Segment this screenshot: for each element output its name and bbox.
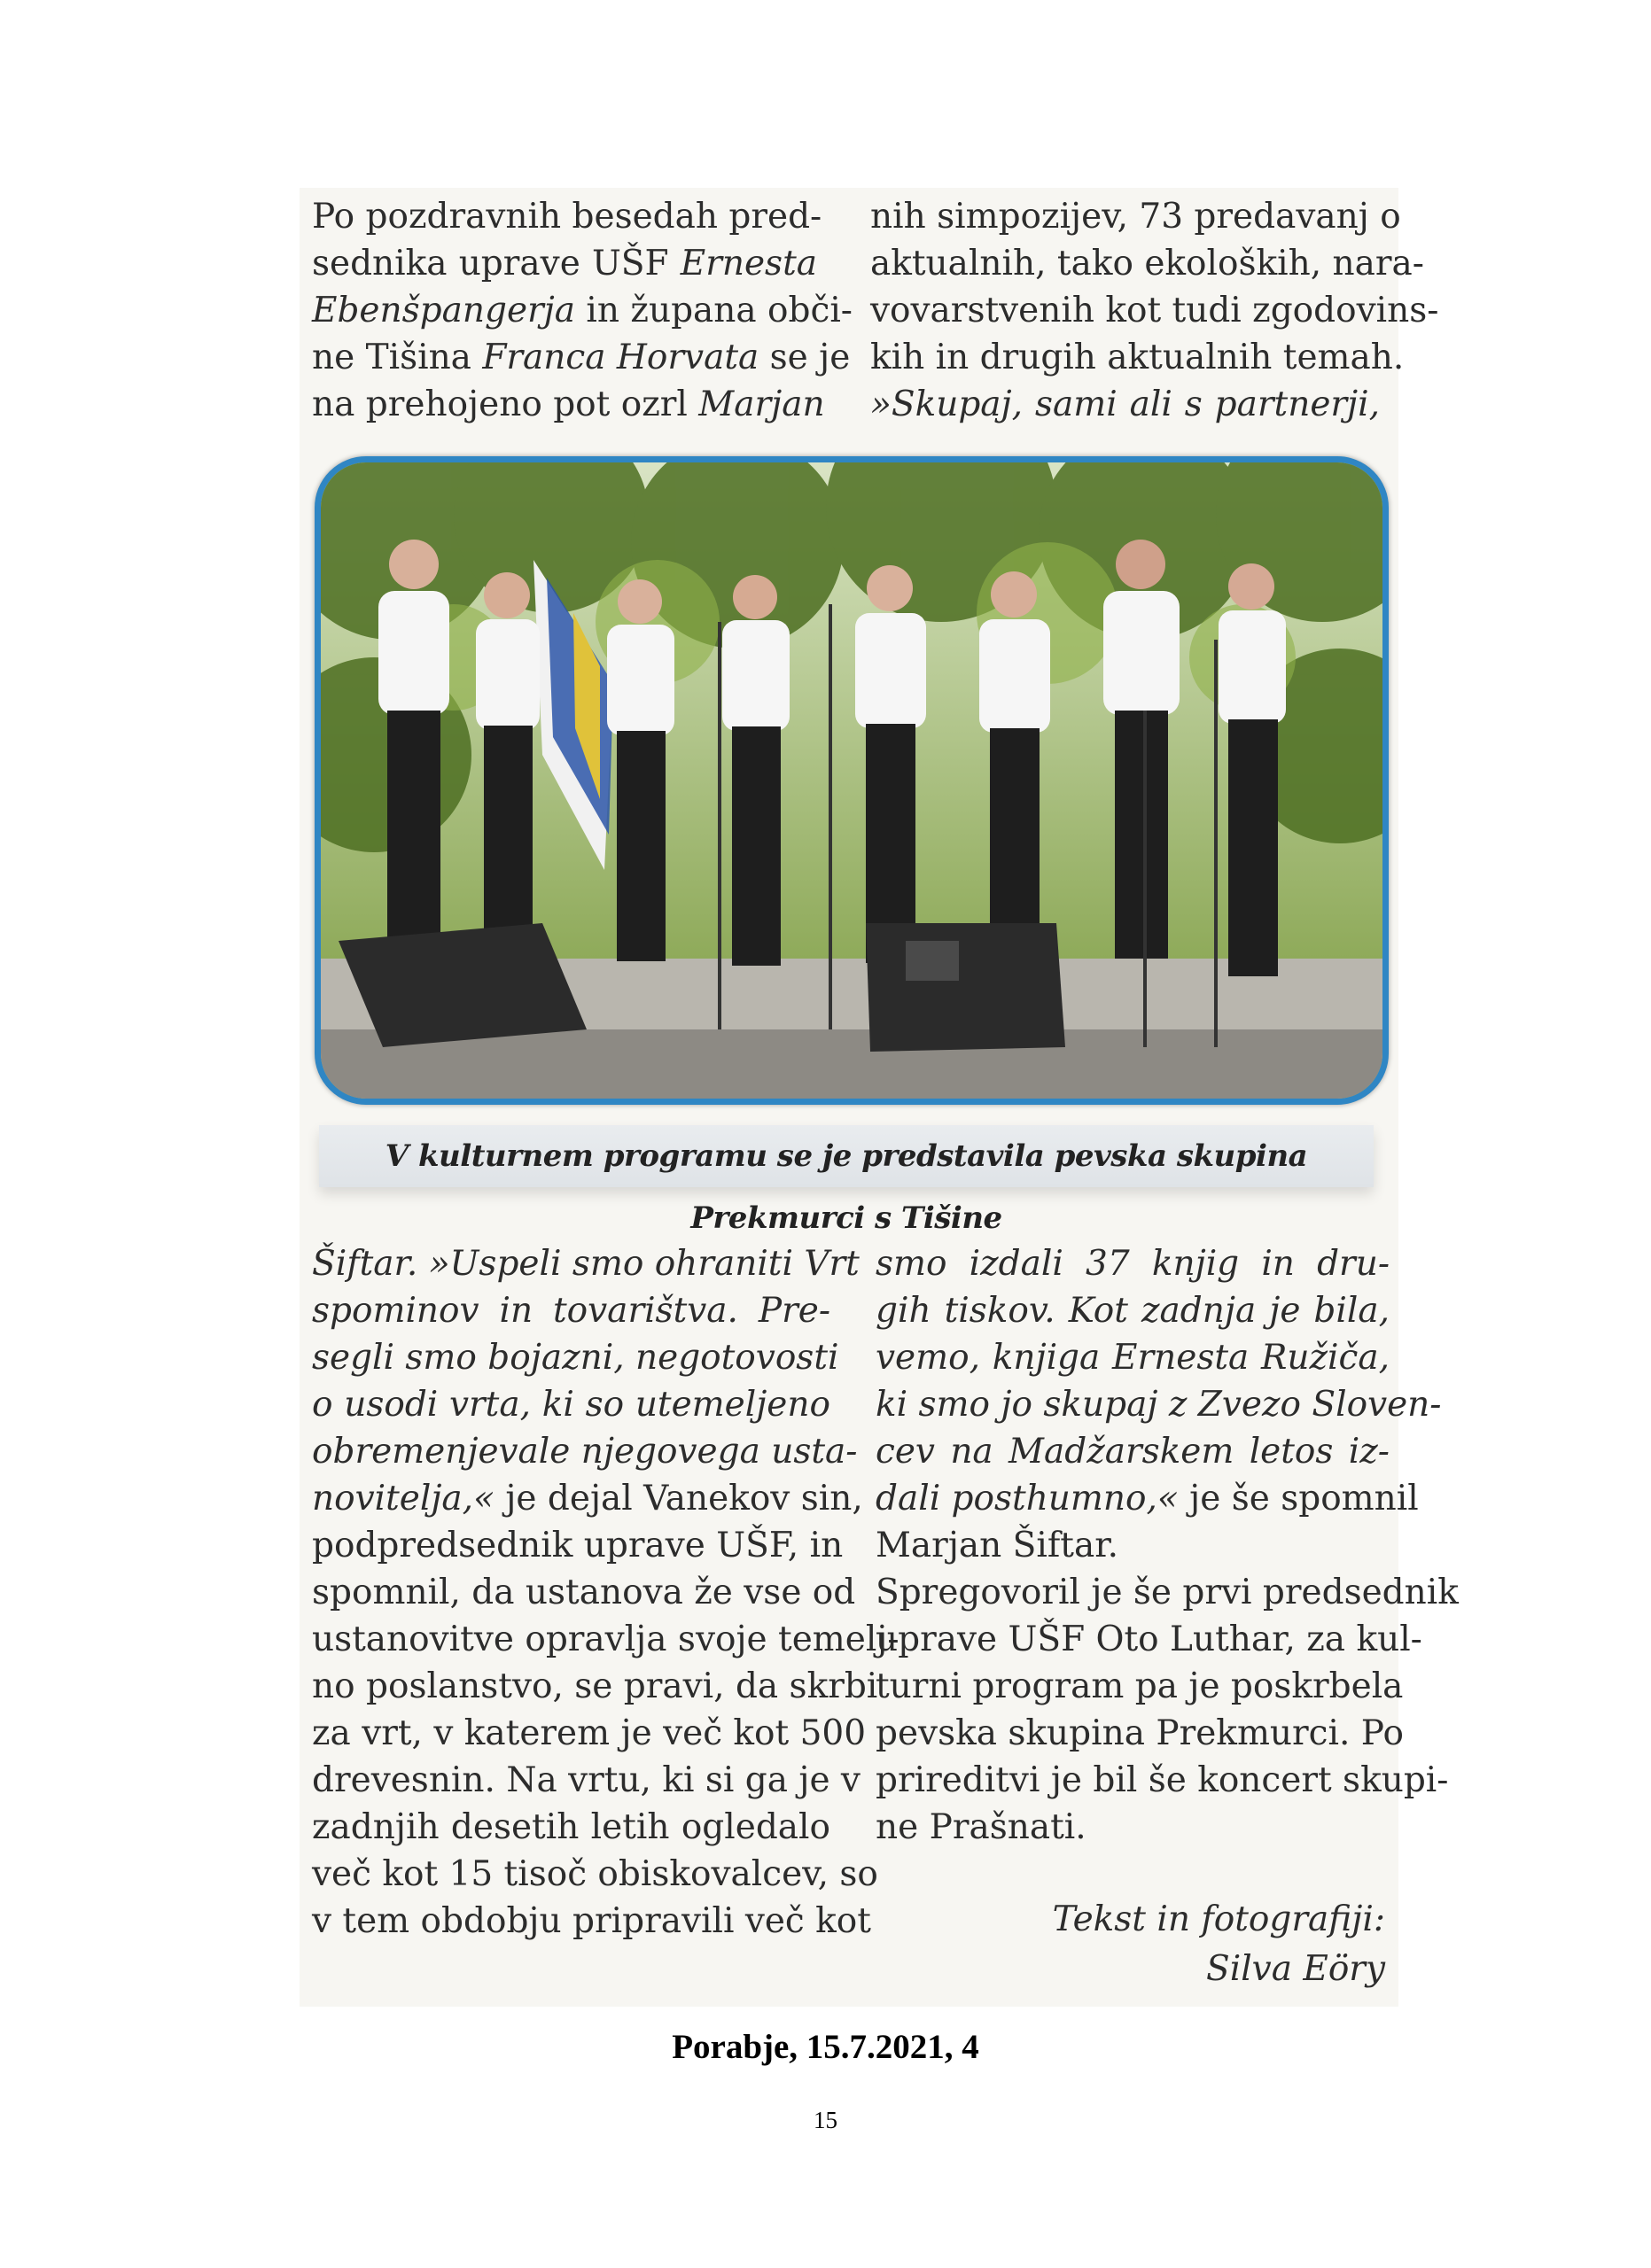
- photo-credit-label: Tekst in fotografiji:: [1052, 1899, 1385, 1939]
- source-citation: Porabje, 15.7.2021, 4: [672, 2028, 979, 2066]
- text-line: Šiftar. »Uspeli smo ohraniti Vrt: [312, 1244, 860, 1284]
- text-line: zadnjih desetih letih ogledalo: [312, 1807, 830, 1847]
- text-line: novitelja,« je dejal Vanekov sin,: [312, 1479, 863, 1518]
- text-line: vovarstvenih kot tudi zgodovins-: [870, 291, 1439, 330]
- text-line: aktualnih, tako ekoloških, nara-: [870, 244, 1424, 284]
- text-line: na prehojeno pot ozrl Marjan: [312, 384, 825, 424]
- article-column-bottom-right: [876, 1240, 1459, 1851]
- text-line: ki smo jo skupaj z Zvezo Sloven-: [876, 1385, 1442, 1425]
- article-column-top-left: [312, 193, 853, 428]
- choir-photo: [315, 456, 1389, 1105]
- choir-photo-illustration: [321, 462, 1382, 1099]
- photo-caption: V kulturnem programu se je predstavila pevska skupina Prekmurci s Tišine: [319, 1125, 1374, 1187]
- text-line: Po pozdravnih besedah pred-: [312, 197, 822, 237]
- text-line: spominov in tovarištva. Pre-: [312, 1291, 830, 1331]
- text-line: spomnil, da ustanova že vse od: [312, 1573, 856, 1612]
- text-line: ne Prašnati.: [876, 1807, 1086, 1847]
- text-line: pevska skupina Prekmurci. Po: [876, 1713, 1404, 1753]
- text-line: vemo, knjiga Ernesta Ružiča,: [876, 1338, 1390, 1378]
- text-line: sednika uprave UŠF Ernesta: [312, 244, 817, 284]
- text-line: v tem obdobju pripravili več kot: [312, 1901, 871, 1941]
- text-line: Ebenšpangerja in župana obči-: [312, 291, 853, 330]
- text-line: gih tiskov. Kot zadnja je bila,: [876, 1291, 1390, 1331]
- text-line: ustanovitve opravlja svoje temelj-: [312, 1619, 899, 1659]
- text-line: kih in drugih aktualnih temah.: [870, 338, 1405, 377]
- page-number: 15: [814, 2107, 837, 2133]
- text-line: smo izdali 37 knjig in dru-: [876, 1244, 1390, 1284]
- article-column-bottom-left: [312, 1240, 899, 1945]
- article-column-top-right: [870, 193, 1439, 428]
- text-line: segli smo bojazni, negotovosti: [312, 1338, 839, 1378]
- text-line: »Skupaj, sami ali s partnerji,: [870, 384, 1380, 424]
- text-line: uprave UŠF Oto Luthar, za kul-: [876, 1619, 1422, 1659]
- text-line: Spregovoril je še prvi predsednik: [876, 1573, 1459, 1612]
- text-line: nih simpozijev, 73 predavanj o: [870, 197, 1401, 237]
- text-line: več kot 15 tisoč obiskovalcev, so: [312, 1854, 878, 1894]
- text-line: o usodi vrta, ki so utemeljeno: [312, 1385, 830, 1425]
- text-line: Marjan Šiftar.: [876, 1526, 1118, 1565]
- text-line: drevesnin. Na vrtu, ki si ga je v: [312, 1760, 861, 1800]
- text-line: podpredsednik uprave UŠF, in: [312, 1526, 844, 1565]
- text-line: prireditvi je bil še koncert skupi-: [876, 1760, 1449, 1800]
- text-line: dali posthumno,« je še spomnil: [876, 1479, 1419, 1518]
- text-line: ne Tišina Franca Horvata se je: [312, 338, 851, 377]
- photo-credit-author: Silva Eöry: [1206, 1949, 1385, 1989]
- text-line: za vrt, v katerem je več kot 500: [312, 1713, 867, 1753]
- text-line: no poslanstvo, se pravi, da skrbi: [312, 1666, 878, 1706]
- text-line: turni program pa je poskrbela: [876, 1666, 1404, 1706]
- text-line: cev na Madžarskem letos iz-: [876, 1432, 1390, 1472]
- text-line: obremenjevale njegovega usta-: [312, 1432, 858, 1472]
